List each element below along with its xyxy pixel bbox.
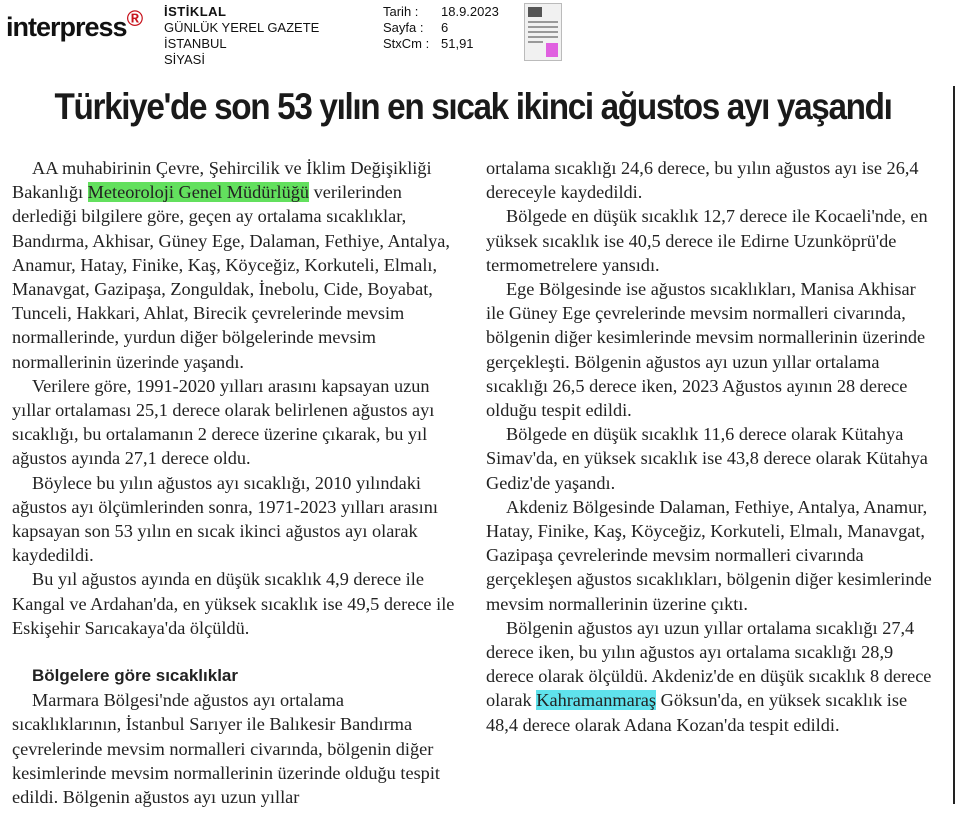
thumbnail-line	[528, 31, 558, 33]
paragraph	[486, 616, 933, 737]
text-run: Göksun'da, en yüksek sıcaklık ise 48,4 derece olarak Adana Kozan'da tespit edildi.	[486, 690, 908, 735]
paragraph: Bölgede en düşük sıcaklık 12,7 derece ile Kocaeli'nde, en yüksek sıcaklık ise 40,5 derece ile Edirne Uzunköprü'de termometrelere yansıdı.	[486, 206, 928, 275]
publication-city: İSTANBUL	[164, 36, 227, 51]
paragraph: Marmara Bölgesi'nde ağustos ayı ortalama sıcaklıklarının, İstanbul Sarıyer ile Balıkesir Bandırma çevrelerinde mevsim normalleri civarında, bölgenin diğer kesimlerinde mevsim normallerinin üzerinde olduğu tespit edildi. Bölgenin ağustos ayı uzun yıllar	[12, 690, 440, 808]
page-label: Sayfa :	[383, 20, 424, 35]
stxcm-value: 51,91	[441, 36, 474, 51]
column-divider	[953, 86, 955, 804]
thumbnail-line	[528, 36, 558, 38]
subheading: Bölgelere göre sıcaklıklar	[32, 666, 238, 686]
page-thumbnail[interactable]	[524, 3, 562, 61]
clipping-meta	[383, 4, 499, 52]
stxcm-label: StxCm :	[383, 36, 430, 51]
thumbnail-photo	[528, 7, 542, 17]
text-run: verilerinden derlediği bilgilere göre, geçen ay ortalama sıcaklıklar, Bandırma, Akhisar, Güney Ege, Dalaman, Fethiye, Antalya, Anamur, Hatay, Finike, Kaş, Köyceğiz, Korkuteli, Elmalı, Manavgat, Gazipaşa, Zonguldak, İnebolu, Cide, Boyabat, Tunceli, Hakkari, Ahlat, Birecik çevrelerinde mevsim normallerinde, yurdun diğer bölgelerinde mevsim normallerinin üzerinde yaşandı.	[12, 182, 450, 372]
highlight-green: Meteoroloji Genel Müdürlüğü	[87, 182, 310, 203]
page-value: 6	[441, 20, 449, 35]
paragraph: Ege Bölgesinde ise ağustos sıcaklıkları, Manisa Akhisar ile Güney Ege çevrelerinde mevsim normalleri civarında, bölgenin diğer kesimlerinde mevsim normallerinin üzerinde gerçekleşti. Bölgenin ağustos ayı uzun yıllar ortalama sıcaklığı 26,5 derece iken, 2023 Ağustos ayının 28 derece olduğu tespit edildi.	[486, 279, 926, 421]
paragraph: Böylece bu yılın ağustos ayı sıcaklığı, 2010 yılındaki ağustos ayı ölçümlerinden sonra, 1971-2023 yılları arasını kapsayan son 53 yılın en sıcak ikinci ağustos ayı olarak kaydedildi.	[12, 472, 438, 566]
thumbnail-line	[528, 21, 558, 23]
thumbnail-clip-marker	[546, 43, 558, 57]
publication-category: SİYASİ	[164, 52, 205, 67]
publication-type: GÜNLÜK YEREL GAZETE	[164, 20, 320, 35]
thumbnail-line	[528, 26, 558, 28]
headline: Türkiye'de son 53 yılın en sıcak ikinci ağustos ayı yaşandı	[54, 86, 892, 127]
spacer	[12, 640, 457, 664]
article-column-2	[486, 156, 933, 737]
paragraph: Bölgede en düşük sıcaklık 11,6 derece olarak Kütahya Simav'da, en yüksek sıcaklık ise 43,8 derece olarak Kütahya Gediz'de yaşandı.	[486, 424, 928, 493]
paragraph	[12, 156, 457, 374]
date-label: Tarih :	[383, 4, 419, 19]
text-run: AA muhabirinin Çevre, Şehircilik ve İklim Değişikliği Bakanlığı	[12, 158, 432, 203]
thumbnail-line	[528, 41, 543, 43]
paragraph: Akdeniz Bölgesinde Dalaman, Fethiye, Antalya, Anamur, Hatay, Finike, Kaş, Köyceğiz, Korkuteli, Elmalı, Manavgat, Gazipaşa çevrelerinde mevsim normalleri civarında gerçekleşen ağustos sıcaklıkları, bölgenin diğer kesimlerinde mevsim normallerinin üzerine çıktı.	[486, 496, 932, 614]
article-column-1	[12, 156, 457, 809]
highlight-cyan: Kahramanmaraş	[536, 690, 657, 711]
text-run: Bölgenin ağustos ayı uzun yıllar ortalama sıcaklığı 27,4 derece iken, bu yılın ağustos ayı ortalama sıcaklığı 28,9 derece olarak ölçüldü. Akdeniz'de en düşük sıcaklık 8 derece olarak	[486, 617, 932, 711]
paragraph: Verilere göre, 1991-2020 yılları arasını kapsayan uzun yıllar ortalaması 25,1 derece olarak belirlenen ağustos ayı sıcaklığı, bu ortalamanın 2 derece üzerine çıkarak, bu yıl ağustos ayında 27,1 derece oldu.	[12, 375, 435, 469]
publication-name: İSTİKLAL	[164, 4, 227, 19]
paragraph: ortalama sıcaklığı 24,6 derece, bu yılın ağustos ayı ise 26,4 dereceyle kaydedildi.	[486, 158, 919, 203]
date-value: 18.9.2023	[441, 4, 499, 19]
interpress-logo: interpress®	[6, 6, 143, 42]
paragraph: Bu yıl ağustos ayında en düşük sıcaklık 4,9 derece ile Kangal ve Ardahan'da, en yüksek sıcaklık ise 49,5 derece ile Eskişehir Sarıcakaya'da ölçüldü.	[12, 569, 455, 638]
registered-mark: ®	[126, 6, 143, 31]
publication-info	[164, 4, 319, 68]
